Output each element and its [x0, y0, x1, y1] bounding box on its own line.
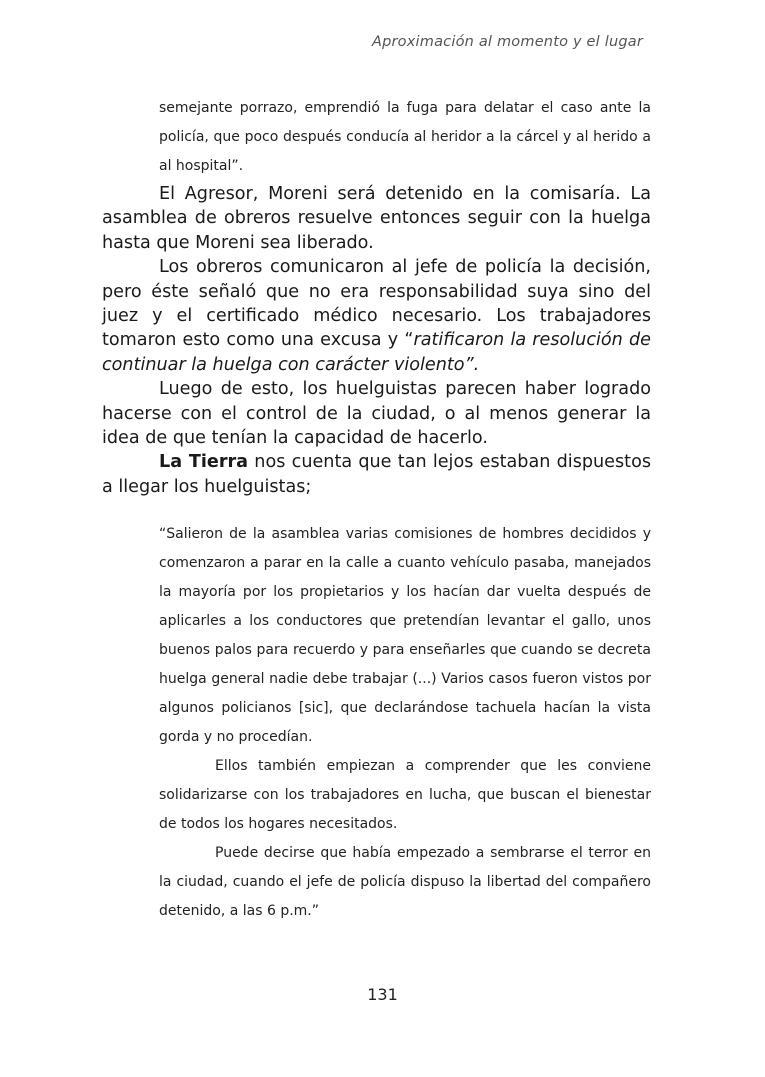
paragraph-text: Los obreros comunicaron al jefe de policía la decisión, pero éste señaló que no era responsabilidad suya sino del juez y el certificado médico necesario. Los trabajadores tomaron esto como una excusa y “ [102, 257, 651, 351]
quote-paragraph-2: Ellos también empiezan a comprender que les conviene solidarizarse con los trabajadores en lucha, que buscan el bienestar de todos los hogares necesitados. [159, 758, 651, 832]
quote-paragraph: semejante porrazo, emprendió la fuga para delatar el caso ante la policía, que poco después conducía al heridor a la cárcel y al herido a al hospital”. [159, 100, 651, 174]
body-text [102, 182, 651, 499]
running-header: Aproximación al momento y el lugar [372, 34, 643, 50]
block-quote [159, 520, 651, 926]
paragraph-obreros [102, 255, 651, 377]
quote-paragraph-1: “Salieron de la asamblea varias comisiones de hombres decididos y comenzaron a parar en la calle a cuanto vehículo pasaba, manejados la mayoría por los propietarios y los hacían dar vuelta después de aplicarles a los conductores que pretendían levantar el gallo, unos buenos palos para recuerdo y para enseñarles que cuando se decreta huelga general nadie debe trabajar (...) Varios casos fueron vistos por algunos policianos [sic], que declarándose tachuela hacían la vista gorda y no procedían. [159, 526, 651, 745]
paragraph-text: nos cuenta que tan lejos estaban dispuestos a llegar los huelguistas; [102, 452, 651, 497]
quote-paragraph-3: Puede decirse que había empezado a sembrarse el terror en la ciudad, cuando el jefe de policía dispuso la libertad del compañero detenido, a las 6 p.m.” [159, 845, 651, 919]
paragraph-huelguistas: Luego de esto, los huelguistas parecen haber logrado hacerse con el control de la ciudad, o al menos generar la idea de que tenían la capacidad de hacerlo. [102, 379, 651, 449]
page-number: 131 [367, 985, 398, 1004]
italic-quote: ratificaron la resolución de continuar la huelga con carácter violento”. [102, 330, 651, 375]
newspaper-name: La Tierra [159, 452, 249, 473]
paragraph-la-tierra [102, 450, 651, 499]
block-quote-continuation [159, 94, 651, 181]
paragraph-agresor: El Agresor, Moreni será detenido en la comisaría. La asamblea de obreros resuelve entonces seguir con la huelga hasta que Moreni sea liberado. [102, 184, 651, 253]
